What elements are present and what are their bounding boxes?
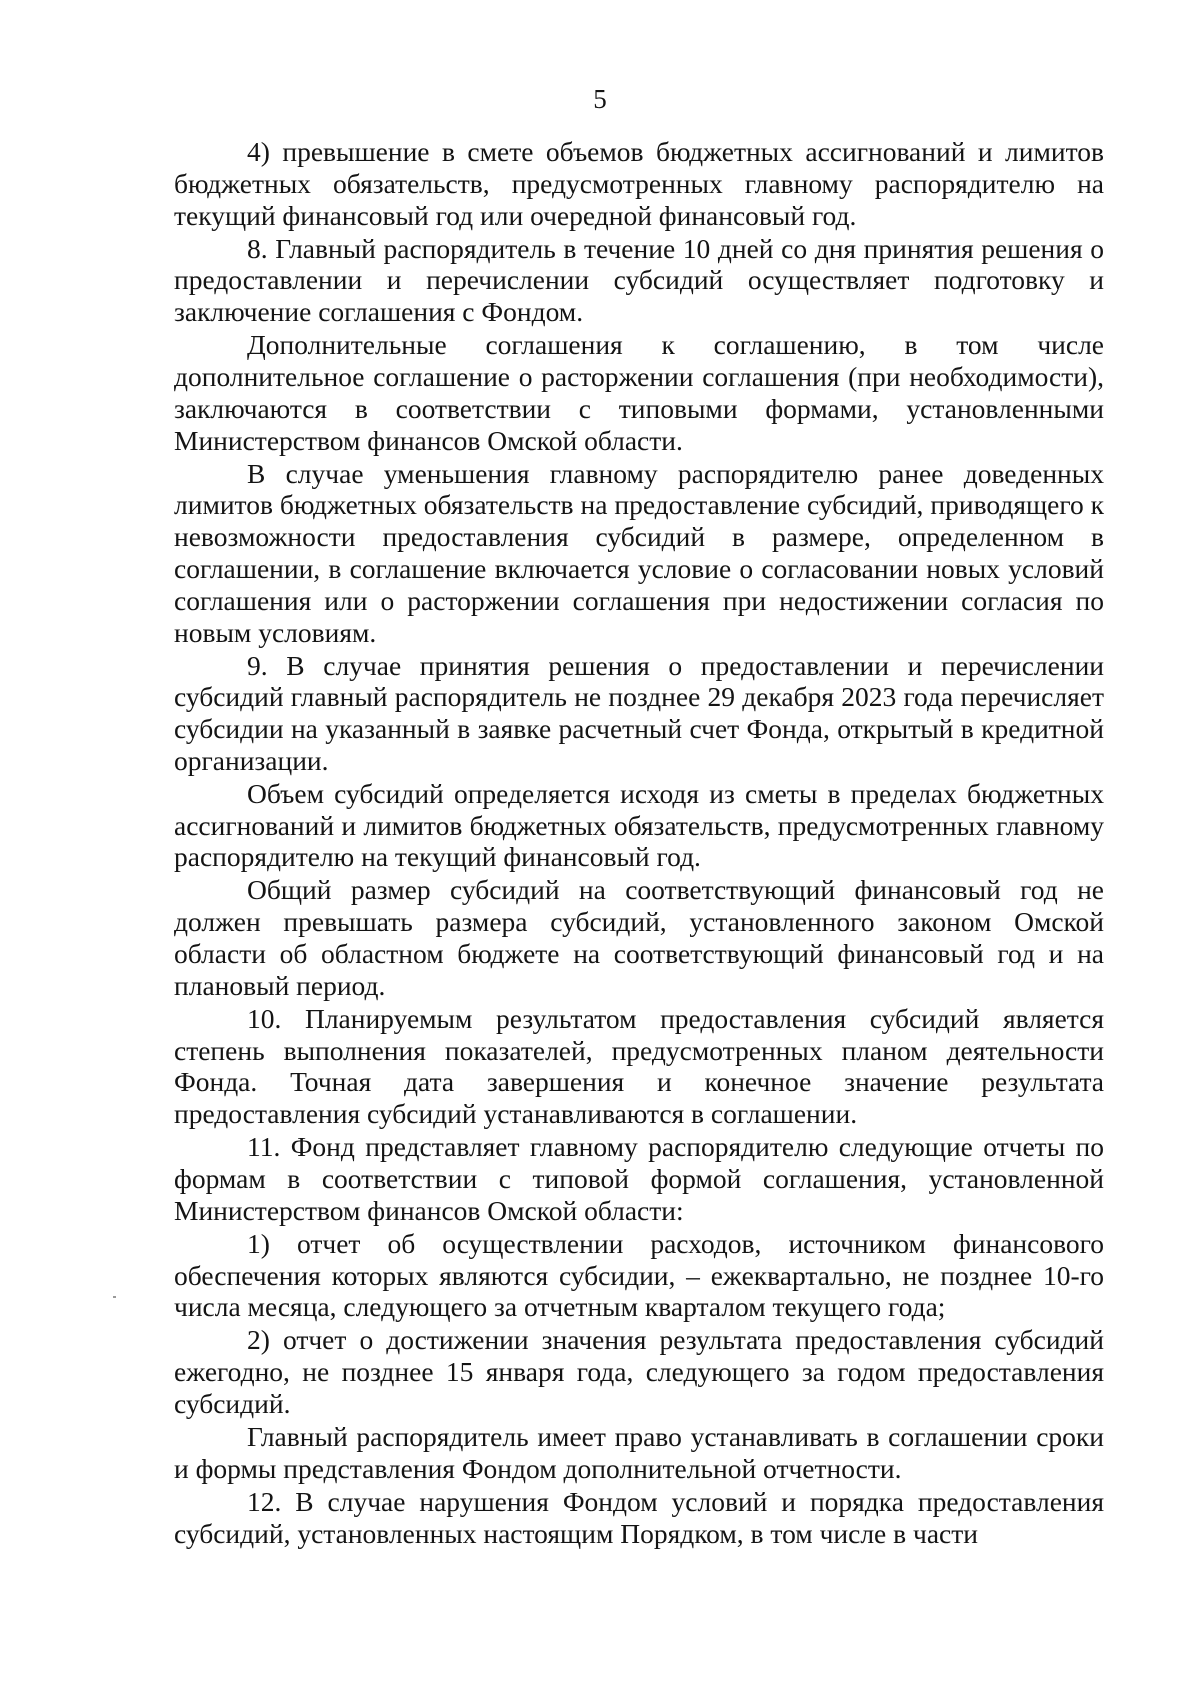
paragraph-item-4: 4) превышение в смете объемов бюджетных ассигнований и лимитов бюджетных обязательств, предусмотренных главному распорядителю на текущий финансовый год или очередной финансовый год. bbox=[174, 136, 1104, 231]
paragraph-additional-agreements: Дополнительные соглашения к соглашению, в том числе дополнительное соглашение о расторжении соглашения (при необходимости), заключаются в соответствии с типовыми формами, установленными Министерством финансов Омской области. bbox=[174, 329, 1104, 456]
scan-margin-mark bbox=[113, 1296, 116, 1298]
paragraph-total-subsidy: Общий размер субсидий на соответствующий финансовый год не должен превышать размера субсидий, установленного законом Омской области об областном бюджете на соответствующий финансовый год и на плановый период. bbox=[174, 874, 1104, 1001]
paragraph-limits-reduction: В случае уменьшения главному распорядителю ранее доведенных лимитов бюджетных обязательств на предоставление субсидий, приводящего к невозможности предоставления субсидий в размере, определенном в соглашении, в соглашение включается условие о согласовании новых условий соглашения или о расторжении соглашения при недостижении согласия по новым условиям. bbox=[174, 457, 1104, 648]
paragraph-clause-10: 10. Планируемым результатом предоставления субсидий является степень выполнения показателей, предусмотренных планом деятельности Фонда. Точная дата завершения и конечное значение результата предоставления субсидий устанавливаются в соглашении. bbox=[174, 1002, 1104, 1130]
paragraph-additional-reporting: Главный распорядитель имеет право устанавливать в соглашении сроки и формы представления Фондом дополнительной отчетности. bbox=[174, 1420, 1104, 1484]
paragraph-clause-9: 9. В случае принятия решения о предоставлении и перечислении субсидий главный распорядитель не позднее 29 декабря 2023 года перечисляет субсидии на указанный в заявке расчетный счет Фонда, открытый в кредитной организации. bbox=[174, 649, 1104, 776]
paragraph-report-1: 1) отчет об осуществлении расходов, источником финансового обеспечения которых являются субсидии, – ежеквартально, не позднее 10-го числа месяца, следующего за отчетным кварталом текущего года; bbox=[174, 1227, 1104, 1323]
paragraph-report-2: 2) отчет о достижении значения результата предоставления субсидий ежегодно, не позднее 15 января года, следующего за годом предоставления субсидий. bbox=[174, 1324, 1104, 1419]
document-body bbox=[174, 136, 1104, 1551]
paragraph-clause-12: 12. В случае нарушения Фондом условий и порядка предоставления субсидий, установленных настоящим Порядком, в том числе в части bbox=[174, 1485, 1104, 1549]
paragraph-subsidy-volume: Объем субсидий определяется исходя из сметы в пределах бюджетных ассигнований и лимитов бюджетных обязательств, предусмотренных главному распорядителю на текущий финансовый год. bbox=[174, 777, 1104, 873]
paragraph-clause-11: 11. Фонд представляет главному распорядителю следующие отчеты по формам в соответствии с типовой формой соглашения, установленной Министерством финансов Омской области: bbox=[174, 1131, 1104, 1226]
paragraph-clause-8: 8. Главный распорядитель в течение 10 дней со дня принятия решения о предоставлении и перечислении субсидий осуществляет подготовку и заключение соглашения с Фондом. bbox=[174, 232, 1104, 328]
page-number: 5 bbox=[593, 84, 607, 114]
